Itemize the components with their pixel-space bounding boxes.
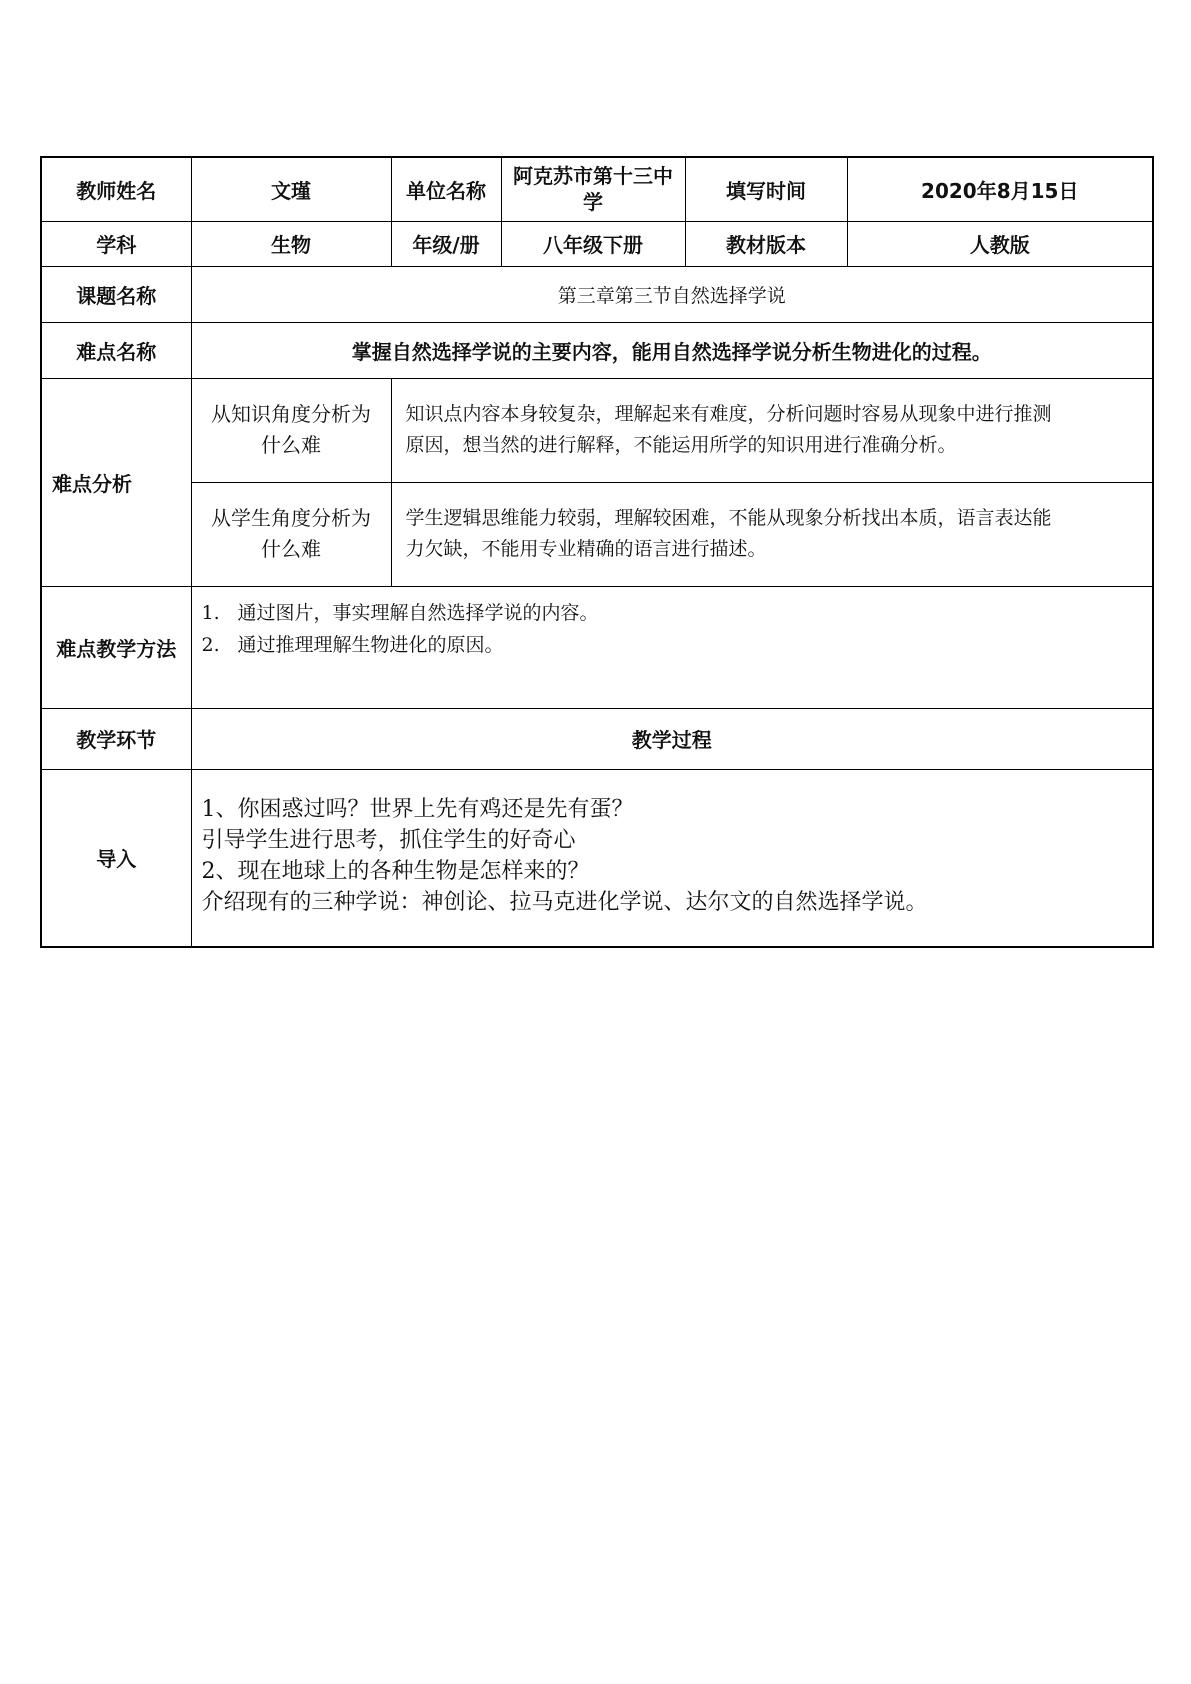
fill-time-value: 2020年8月15日 (847, 157, 1153, 221)
difficulty-name-value: 掌握自然选择学说的主要内容，能用自然选择学说分析生物进化的过程。 (191, 322, 1153, 378)
teacher-name-label: 教师姓名 (41, 157, 191, 221)
edition-label: 教材版本 (685, 221, 847, 266)
knowledge-angle-text-line-1: 知识点内容本身较复杂，理解起来有难度，分析问题时容易从现象中进行推测 (405, 403, 1052, 425)
unit-name-value (501, 157, 685, 221)
teacher-name-value: 文瑾 (191, 157, 391, 221)
intro-line: 2、现在地球上的各种生物是怎样来的？ (201, 858, 590, 884)
difficulty-analysis-label: 难点分析 (41, 378, 191, 586)
unit-name-line-1: 阿克苏市第十三中 (513, 164, 673, 189)
difficulty-row (41, 322, 1153, 378)
student-angle-text-line-2: 力欠缺，不能用专业精确的语言进行描述。 (405, 538, 767, 560)
knowledge-angle-label-line-1: 从知识角度分析为 (211, 402, 371, 426)
knowledge-angle-text (391, 378, 1153, 482)
method-item (202, 597, 1143, 629)
unit-name-line-2: 学 (583, 190, 603, 215)
grade-value: 八年级下册 (501, 221, 685, 266)
intro-line: 1、你困惑过吗？世界上先有鸡还是先有蛋？ (201, 796, 634, 822)
grade-label: 年级/册 (391, 221, 501, 266)
student-angle-label-line-1: 从学生角度分析为 (211, 506, 371, 530)
analysis-knowledge-row (41, 378, 1153, 482)
header-row-1 (41, 157, 1153, 221)
method-item-number: 2. (201, 633, 220, 656)
student-angle-label (191, 482, 391, 586)
lesson-plan-table (40, 156, 1154, 948)
student-angle-text-line-1: 学生逻辑思维能力较弱，理解较困难，不能从现象分析找出本质，语言表达能 (405, 507, 1052, 529)
method-item (202, 629, 1143, 661)
unit-name-label: 单位名称 (391, 157, 501, 221)
difficulty-name-label: 难点名称 (41, 322, 191, 378)
intro-stage-label: 导入 (41, 769, 191, 947)
intro-row (41, 769, 1153, 947)
knowledge-angle-label-line-2: 什么难 (261, 433, 321, 457)
lesson-title-value: 第三章第三节自然选择学说 (191, 266, 1153, 322)
subject-label: 学科 (41, 221, 191, 266)
methods-row (41, 586, 1153, 708)
lesson-title-label: 课题名称 (41, 266, 191, 322)
student-angle-text (391, 482, 1153, 586)
teaching-method-label: 难点教学方法 (41, 586, 191, 708)
edition-value: 人教版 (847, 221, 1153, 266)
subject-value: 生物 (191, 221, 391, 266)
process-header-row (41, 708, 1153, 769)
knowledge-angle-text-line-2: 原因，想当然的进行解释，不能运用所学的知识用进行准确分析。 (405, 434, 957, 456)
lesson-row (41, 266, 1153, 322)
header-row-2 (41, 221, 1153, 266)
method-item-text: 通过图片，事实理解自然选择学说的内容。 (237, 601, 599, 624)
method-item-number: 1. (201, 601, 220, 624)
teaching-method-list (191, 586, 1153, 708)
teaching-process-label: 教学过程 (191, 708, 1153, 769)
fill-time-label: 填写时间 (685, 157, 847, 221)
intro-line: 介绍现有的三种学说：神创论、拉马克进化学说、达尔文的自然选择学说。 (201, 889, 928, 915)
teaching-stage-label: 教学环节 (41, 708, 191, 769)
knowledge-angle-label (191, 378, 391, 482)
method-item-text: 通过推理理解生物进化的原因。 (237, 633, 504, 656)
intro-content (191, 769, 1153, 947)
analysis-student-row (41, 482, 1153, 586)
student-angle-label-line-2: 什么难 (261, 537, 321, 561)
intro-line: 引导学生进行思考，抓住学生的好奇心 (201, 827, 576, 853)
